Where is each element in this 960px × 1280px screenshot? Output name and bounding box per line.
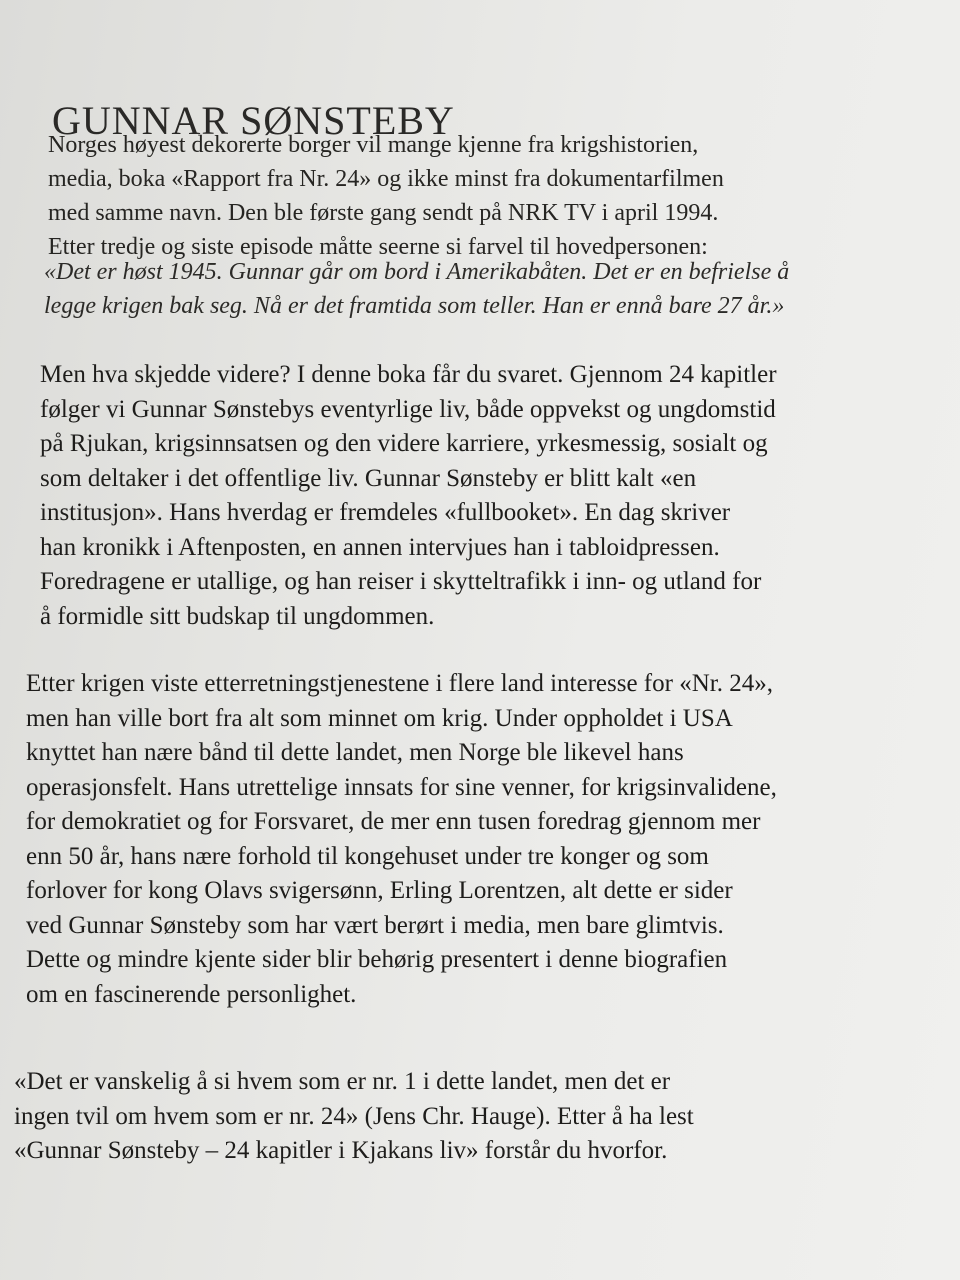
paragraph-2 — [26, 667, 777, 1012]
text-line: Dette og mindre kjente sider blir behørig presentert i denne biografien — [26, 946, 728, 973]
text-line: med samme navn. Den ble første gang sendt på NRK TV i april 1994. — [48, 200, 719, 226]
italic-quote — [44, 255, 789, 323]
text-line: men han ville bort fra alt som minnet om krig. Under oppholdet i USA — [26, 704, 733, 732]
text-line: knyttet han nære bånd til dette landet, men Norge ble likevel hans — [26, 739, 684, 766]
text-line: på Rjukan, krigsinnsatsen og den videre karriere, yrkesmessig, sosialt og — [40, 430, 768, 457]
text-line: operasjonsfelt. Hans utrettelige innsats for sine venner, for krigsinvalidene, — [26, 773, 777, 801]
quote-line: legge krigen bak seg. Nå er det framtida som teller. Han er ennå bare 27 år.» — [44, 293, 785, 319]
text-line: forlover for kong Olavs svigersønn, Erling Lorentzen, alt dette er sider — [26, 877, 733, 904]
text-line: enn 50 år, hans nære forhold til kongehuset under tre konger og som — [26, 842, 709, 870]
text-line: følger vi Gunnar Sønstebys eventyrlige liv, både oppvekst og ungdomstid — [40, 395, 776, 423]
text-line: han kronikk i Aftenposten, en annen intervjues han i tabloidpressen. — [40, 533, 720, 561]
text-line: media, boka «Rapport fra Nr. 24» og ikke minst fra dokumentarfilmen — [48, 166, 724, 192]
text-line: institusjon». Hans hverdag er fremdeles «fullbooket». En dag skriver — [40, 499, 731, 526]
paragraph-1 — [40, 358, 777, 634]
text-line: Etter krigen viste etterretningstjenestene i flere land interesse for «Nr. 24», — [26, 670, 773, 697]
paragraph-3 — [14, 1065, 694, 1169]
text-line: «Det er vanskelig å si hvem som er nr. 1 i dette landet, men det er — [14, 1068, 671, 1095]
book-title: GUNNAR SØNSTEBY — [52, 97, 455, 143]
text-line: Men hva skjedde videre? I denne boka får du svaret. Gjennom 24 kapitler — [40, 361, 777, 388]
text-line: om en fascinerende personlighet. — [26, 980, 357, 1008]
quote-line: «Det er høst 1945. Gunnar går om bord i Amerikabåten. Det er en befrielse å — [44, 259, 790, 285]
text-line: Etter tredje og siste episode måtte seerne si farvel til hovedpersonen: — [48, 234, 708, 260]
text-line: «Gunnar Sønsteby – 24 kapitler i Kjakans liv» forstår du hvorfor. — [14, 1137, 668, 1164]
text-line: Norges høyest dekorerte borger vil mange kjenne fra krigshistorien, — [48, 132, 699, 158]
intro-paragraph — [48, 128, 724, 264]
text-line: Foredragene er utallige, og han reiser i skytteltrafikk i inn- og utland for — [40, 568, 762, 595]
text-line: å formidle sitt budskap til ungdommen. — [40, 602, 435, 630]
text-line: ved Gunnar Sønsteby som har vært berørt i media, men bare glimtvis. — [26, 911, 724, 939]
text-line: som deltaker i det offentlige liv. Gunnar Sønsteby er blitt kalt «en — [40, 464, 697, 492]
text-line: ingen tvil om hvem som er nr. 24» (Jens Chr. Hauge). Etter å ha lest — [14, 1102, 694, 1130]
text-line: for demokratiet og for Forsvaret, de mer enn tusen foredrag gjennom mer — [26, 808, 761, 835]
